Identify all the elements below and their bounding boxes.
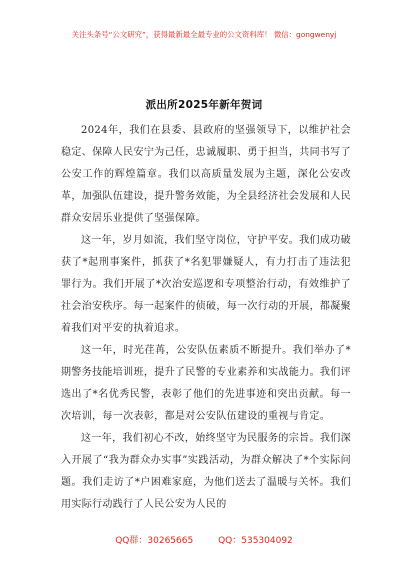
- paragraph-4: 这一年，我们初心不改，始终坚守为民服务的宗旨。我们深入开展了“我为群众办实事”实践活动，为群众解决了*个实际问题。我们走访了*户困难家庭，为他们送去了温暖与关怀。我们用实际行动践行了人民公安为人民的: [61, 433, 351, 510]
- paragraph-3: 这一年，时光荏苒，公安队伍素质不断提升。我们举办了*期警务技能培训班，提升了民警的专业素养和实战能力。我们评选出了*名优秀民警，表彰了他们的先进事迹和突出贡献。每一次培训，每一次表彰，都是对公安队伍建设的重视与肯定。: [61, 345, 351, 422]
- footer-contact: [0, 533, 408, 546]
- document-title: 派出所2025年新年贺词: [145, 99, 263, 111]
- footer-qq-number: QQ：535304092: [218, 536, 293, 546]
- paragraph-2: 这一年，岁月如流，我们坚守岗位，守护平安。我们成功破获了*起刑事案件，抓获了*名犯罪嫌疑人，有力打击了违法犯罪行为。我们开展了*次治安巡逻和专项整治行动，有效维护了社会治安秩序。每一起案件的侦破，每一次行动的开展，都凝聚着我们对平安的执着追求。: [61, 235, 351, 334]
- footer-qq-group: QQ群：30265665: [115, 536, 194, 546]
- paragraph-1: 2024年，我们在县委、县政府的坚强领导下，以维护社会稳定、保障人民安宁为己任，忠诚履职、勇于担当，共同书写了公安工作的辉煌篇章。我们以高质量发展为主题，深化公安改革，加强队伍建设，提升警务效能，为全县经济社会发展和人民群众安居乐业提供了坚强保障。: [61, 125, 351, 224]
- document-body: [61, 120, 351, 516]
- header-promo-note: 关注头条号“公文研究”，获得最新最全最专业的公文资料库！ 微信：gongwenyj: [71, 30, 337, 39]
